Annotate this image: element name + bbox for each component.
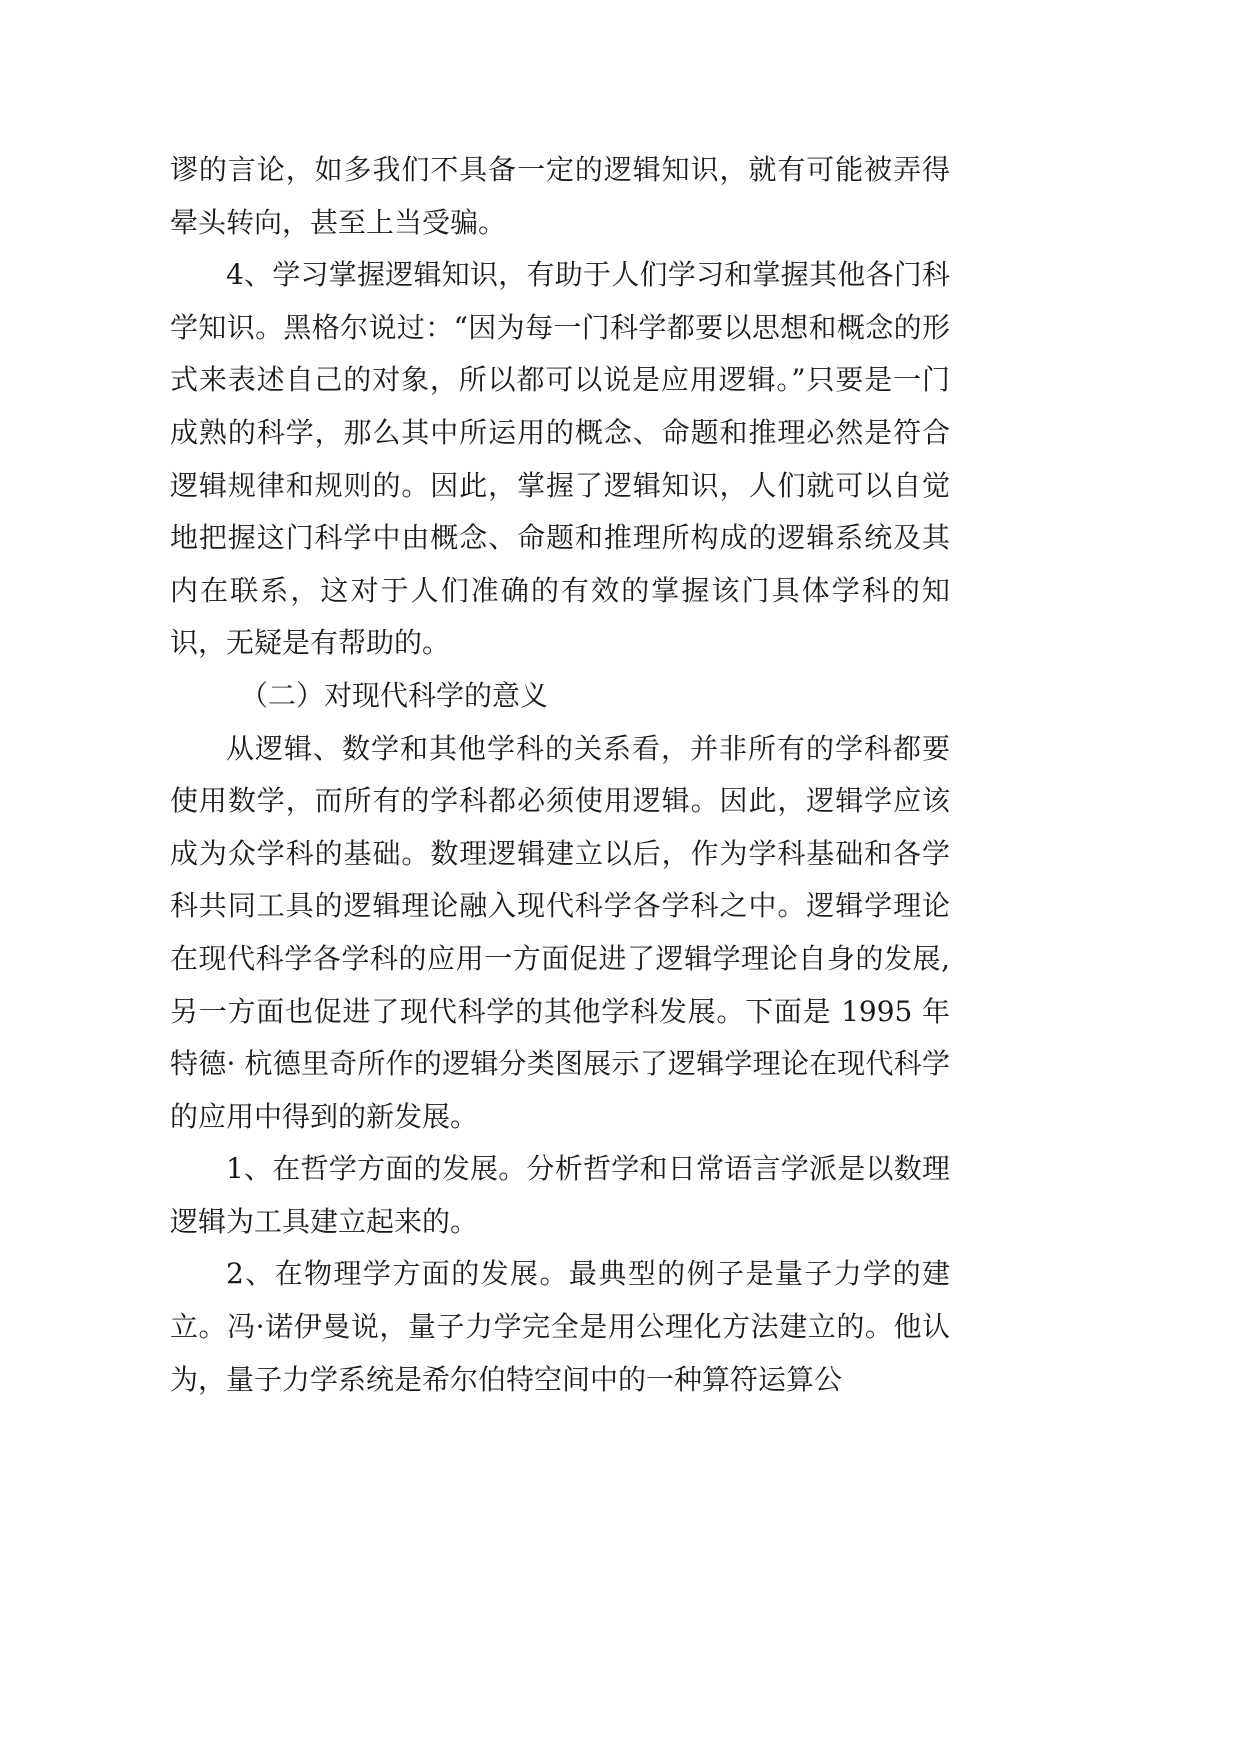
section-heading: （二）对现代科学的意义 [240, 678, 549, 712]
paragraph-continuation: 谬的言论，如多我们不具备一定的逻辑知识，就有可能被弄得晕头转向，甚至上当受骗。 [170, 153, 950, 239]
paragraph-item-2: 2、在物理学方面的发展。最典型的例子是量子力学的建立。冯·诺伊曼说，量子力学完全是用公理化方法建立的。他认为，量子力学系统是希尔伯特空间中的一种算符运算公 [170, 1257, 950, 1396]
paragraph-item-4: 4、学习掌握逻辑知识，有助于人们学习和掌握其他各门科学知识。黑格尔说过：“因为每一门科学都要以思想和概念的形式来表述自己的对象，所以都可以说是应用逻辑。”只要是一门成熟的科学，那么其中所运用的概念、命题和推理必然是符合逻辑规律和规则的。因此，掌握了逻辑知识，人们就可以自觉地把握这门科学中由概念、命题和推理所构成的逻辑系统及其内在联系，这对于人们准确的有效的掌握该门具体学科的知识，无疑是有帮助的。 [170, 258, 950, 660]
document-body [170, 144, 950, 1406]
paragraph-body: 从逻辑、数学和其他学科的关系看，并非所有的学科都要使用数学，而所有的学科都必须使用逻辑。因此，逻辑学应该成为众学科的基础。数理逻辑建立以后，作为学科基础和各学科共同工具的逻辑理论融入现代科学各学科之中。逻辑学理论在现代科学各学科的应用一方面促进了逻辑学理论自身的发展,另一方面也促进了现代科学的其他学科发展。下面是 1995 年特德· 杭德里奇所作的逻辑分类图展示了逻辑学理论在现代科学的应用中得到的新发展。 [170, 731, 950, 1133]
paragraph-item-1: 1、在哲学方面的发展。分析哲学和日常语言学派是以数理逻辑为工具建立起来的。 [170, 1152, 950, 1238]
